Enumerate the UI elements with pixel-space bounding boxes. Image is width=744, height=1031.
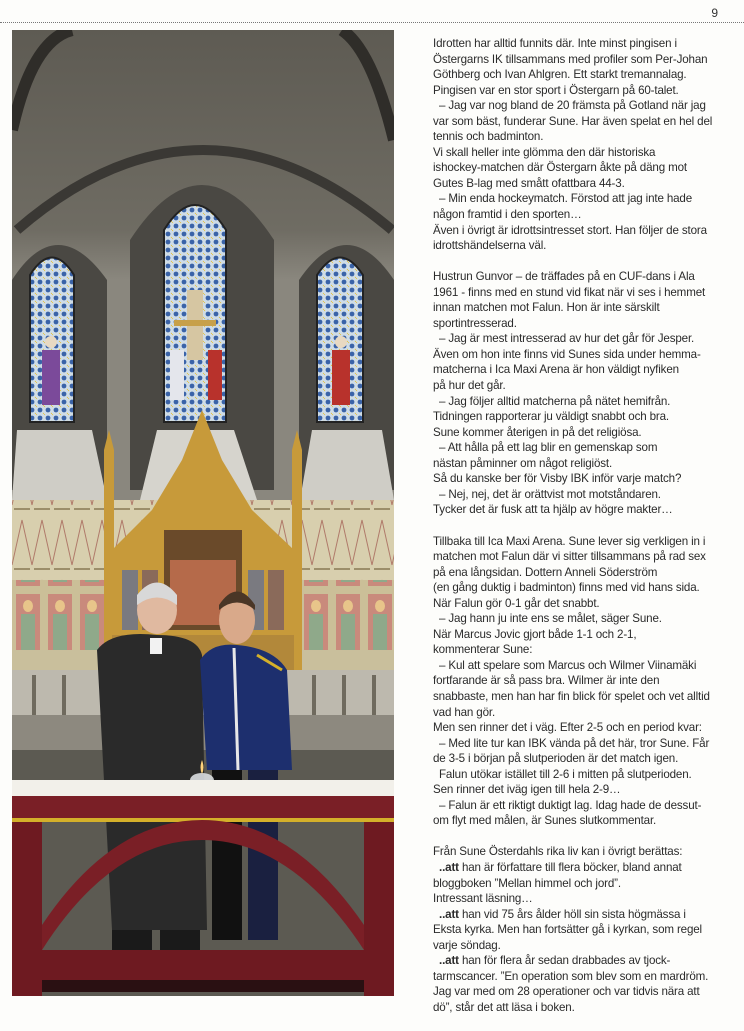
paragraph-sports (433, 36, 744, 254)
text-line: Hustrun Gunvor – de träffades på en CUF-dans i Ala (433, 270, 695, 284)
text-line: matcherna i Ica Maxi Arena är hon väldigt nyfiken (433, 363, 679, 377)
fact-lead: ..att (439, 907, 459, 921)
text-line: på ena långsidan. Dottern Anneli Söderström (433, 565, 658, 579)
text-line: tennis och badminton. (433, 130, 544, 144)
text-line: Jag var med om 28 operationer och var tidvis nära att (433, 985, 700, 999)
fact-line (433, 953, 744, 969)
church-altar-illustration (12, 30, 394, 996)
text-line: varje söndag. (433, 938, 501, 952)
text-line: Även i övrigt är idrottsintresset stort. Han följer de stora (433, 223, 707, 237)
top-divider (0, 22, 744, 23)
text-line: tarmscancer. ”En operation som blev som en mardröm. (433, 969, 709, 983)
text-line: dö”, står det att läsa i boken. (433, 1000, 575, 1014)
text-line: Så du kanske ber för Visby IBK inför varje match? (433, 472, 682, 486)
text-line: kommenterar Sune: (433, 643, 533, 657)
text-line: Intressant läsning… (433, 892, 533, 906)
text-line: någon framtid i den sporten… (433, 208, 582, 222)
text-line: om flyt med målen, är Sunes slutkommentar. (433, 814, 657, 828)
quote-line: – Med lite tur kan IBK vända på det här, tror Sune. Får (439, 736, 710, 750)
text-line: Tillbaka till Ica Maxi Arena. Sune lever sig verkligen in i (433, 534, 706, 548)
text-line: de 3-5 i början på slutperioden är det match igen. (433, 752, 679, 766)
fact-lead: ..att (439, 954, 459, 968)
text-line: När Marcus Jovic gjort både 1-1 och 2-1, (433, 627, 637, 641)
text-line: 1961 - finns med en stund vid fikat när vi ses i hemmet (433, 285, 706, 299)
quote-line: – Min enda hockeymatch. Förstod att jag inte hade (439, 192, 693, 206)
text-line: Men sen rinner det i väg. Efter 2-5 och en period kvar: (433, 721, 702, 735)
text-line: Idrotten har alltid funnits där. Inte minst pingisen i (433, 37, 677, 50)
stained-glass-right (317, 258, 363, 423)
article-body (433, 36, 744, 1031)
fact-lead: ..att (439, 860, 459, 874)
text-line: Tidningen rapporterar ju väldigt snabbt och bra. (433, 410, 669, 424)
text-line: Sune kommer återigen in på det religiösa. (433, 425, 642, 439)
text-line: på hur det går. (433, 379, 506, 393)
paragraph-gunvor (433, 269, 744, 518)
article-photo (12, 30, 394, 996)
page-number: 9 (711, 6, 718, 20)
fact-line (433, 907, 744, 923)
paragraph-facts (433, 844, 744, 1015)
quote-line: – Jag hann ju inte ens se målet, säger Sune. (439, 612, 662, 626)
fact-text: han är författare till flera böcker, bland annat (458, 860, 682, 874)
text-line: Tycker det är fusk att ta hjälp av högre makter… (433, 503, 673, 517)
text-line: snabbaste, men han har fin blick för spelet och vet alltid (433, 689, 710, 703)
quote-line: – Kul att spelare som Marcus och Wilmer Viinamäki (439, 658, 697, 672)
text-line: idrottshändelserna väl. (433, 239, 547, 253)
text-line: Även om hon inte finns vid Sunes sida under hemma- (433, 347, 701, 361)
text-line: Östergarns IK tillsammans med profiler som Per-Johan (433, 52, 708, 66)
paragraph-match (433, 534, 744, 829)
text-line: Sen rinner det iväg igen till hela 2-9… (433, 783, 621, 797)
text-line: Gutes B-lag med smått ofattbara 44-3. (433, 176, 625, 190)
quote-line: – Falun är ett riktigt duktigt lag. Idag hade de dessut- (439, 798, 702, 812)
text-line: När Falun gör 0-1 går det snabbt. (433, 596, 600, 610)
text-line: (en gång duktig i badminton) finns med vid hans sida. (433, 581, 700, 595)
fact-text: han för flera år sedan drabbades av tjock- (458, 954, 671, 968)
stained-glass-left (30, 258, 74, 423)
text-line: Falun utökar istället till 2-6 i mitten på slutperioden. (439, 767, 692, 781)
text-line: Från Sune Österdahls rika liv kan i övrigt berättas: (433, 845, 683, 859)
text-line: matchen mot Falun där vi sitter tillsammans på rad sex (433, 550, 706, 564)
text-line: Pingisen var en stor sport i Östergarn på 60-talet. (433, 83, 679, 97)
text-line: innan matchen mot Falun. Hon är inte särskilt (433, 301, 660, 315)
fact-text: han vid 75 års ålder höll sin sista högmässa i (458, 907, 686, 921)
text-line: fortfarande är så pass bra. Wilmer är inte den (433, 674, 660, 688)
quote-line: – Jag är mest intresserad av hur det går för Jesper. (439, 332, 695, 346)
text-line: var som bäst, funderar Sune. Har även spelat en hel del (433, 114, 713, 128)
quote-line: – Jag följer alltid matcherna på nätet hemifrån. (439, 394, 671, 408)
quote-line: – Nej, nej, det är orättvist mot motståndaren. (439, 487, 661, 501)
text-line: ishockey-matchen där Östergarn åkte på däng mot (433, 161, 687, 175)
stained-glass-center (164, 205, 226, 422)
quote-line: – Att hålla på ett lag blir en gemenskap som (439, 441, 658, 455)
text-line: nästan påminner om något religiöst. (433, 456, 613, 470)
text-line: sportintresserad. (433, 316, 517, 330)
fact-line (433, 860, 744, 876)
quote-line: – Jag var nog bland de 20 främsta på Gotland när jag (439, 99, 706, 113)
text-line: bloggboken ”Mellan himmel och jord”. (433, 876, 621, 890)
text-line: Vi skall heller inte glömma den där historiska (433, 145, 656, 159)
text-line: Göthberg och Ivan Ahlgren. Ett starkt tremannalag. (433, 68, 687, 82)
text-line: Eksta kyrka. Men han fortsätter gå i kyrkan, som regel (433, 923, 702, 937)
text-line: vad han gör. (433, 705, 496, 719)
